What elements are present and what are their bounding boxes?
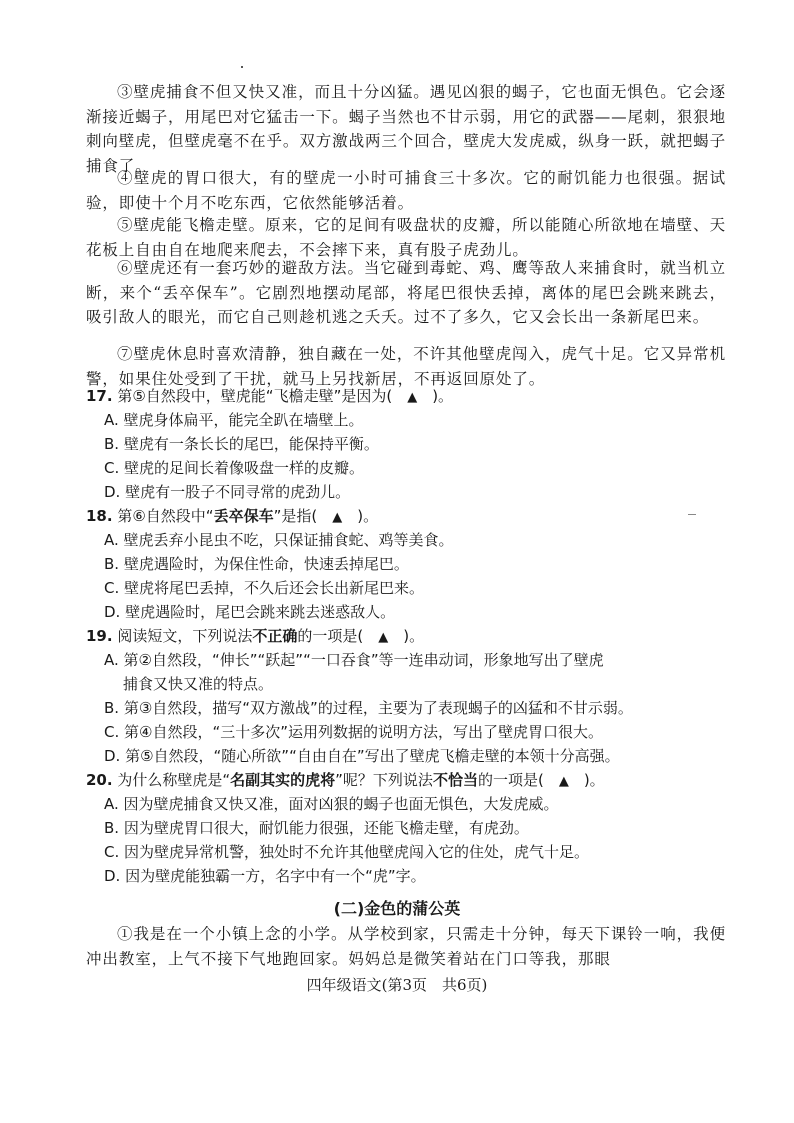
emphasized-term: 丢卒保车 — [213, 507, 274, 525]
emphasized-term: 不恰当 — [432, 771, 478, 789]
section-title: (二)金色的蒲公英 — [333, 899, 461, 918]
emphasized-term: 不正确 — [252, 627, 298, 645]
question-stem: 第⑤自然段中，壁虎能“飞檐走壁”是因为( — [117, 387, 408, 405]
passage-paragraph-5: ⑤壁虎能飞檐走壁。原来，它的足间有吸盘状的皮瓣，所以能随心所欲地在墙壁、天花板上自由自在地爬来爬去，不会摔下来，真有股子虎劲儿。 — [86, 216, 726, 259]
option-d: D. 壁虎遇险时，尾巴会跳来跳去迷惑敌人。 — [104, 603, 396, 621]
question-19 — [86, 626, 746, 648]
question-number: 18. — [86, 507, 113, 525]
answer-blank-marker: ▲ — [558, 774, 569, 789]
question-stem: 阅读短文，下列说法 — [117, 627, 253, 645]
question-stem: ”是指( — [273, 507, 333, 525]
option-c: C. 第④自然段，“三十多次”运用列数据的说明方法，写出了壁虎胃口很大。 — [104, 723, 604, 741]
option-a: A. 因为壁虎捕食又快又准，面对凶狠的蝎子也面无惧色，大发虎威。 — [104, 795, 559, 813]
option-c: C. 壁虎将尾巴丢掉，不久后还会长出新尾巴来。 — [104, 579, 425, 597]
answer-blank-marker: ▲ — [407, 390, 418, 405]
question-number: 20. — [86, 771, 113, 789]
question-stem-end: )。 — [417, 387, 454, 405]
passage-paragraph-6: ⑥壁虎还有一套巧妙的避敌方法。当它碰到毒蛇、鸡、鹰等敌人来捕食时，就当机立断，来个“丢卒保车”。它剧烈地摆动尾部，将尾巴很快丢掉，离体的尾巴会跳来跳去，吸引敌人的眼光，而它自己则趁机逃之夭夭。过不了多久，它又会长出一条新尾巴来。 — [86, 259, 726, 326]
page-footer: 四年级语文(第3页 共6页) — [306, 976, 488, 994]
option-c: C. 壁虎的足间长着像吸盘一样的皮瓣。 — [104, 459, 365, 477]
option-b: B. 第③自然段，描写“双方激战”的过程，主要为了表现蝎子的凶猛和不甘示弱。 — [104, 699, 633, 717]
option-a: A. 壁虎身体扁平，能完全趴在墙壁上。 — [104, 411, 364, 429]
question-18 — [86, 506, 746, 528]
question-stem: 为什么称壁虎是“ — [117, 771, 231, 789]
answer-blank-marker: ▲ — [378, 630, 389, 645]
question-20 — [86, 770, 746, 792]
option-a-continued: 捕食又快又准的特点。 — [123, 675, 274, 693]
option-b: B. 因为壁虎胃口很大，耐饥能力很强，还能飞檐走壁，有虎劲。 — [104, 819, 529, 837]
option-d: D. 第⑤自然段，“随心所欲”“自由自在”写出了壁虎飞檐走壁的本领十分高强。 — [104, 747, 620, 765]
section-2-paragraph-1: ①我是在一个小镇上念的小学。从学校到家，只需走十分钟，每天下课铃一响，我便冲出教室，上气不接下气地跑回家。妈妈总是微笑着站在门口等我，那眼 — [86, 925, 726, 968]
option-b: B. 壁虎遇险时，为保住性命，快速丢掉尾巴。 — [104, 555, 409, 573]
question-stem-end: )。 — [568, 771, 605, 789]
question-stem: 的一项是( — [297, 627, 379, 645]
question-number: 17. — [86, 387, 113, 405]
option-d: D. 壁虎有一股子不同寻常的虎劲儿。 — [104, 483, 351, 501]
option-d: D. 因为壁虎能独霸一方，名字中有一个“虎”字。 — [104, 867, 426, 885]
question-17 — [86, 386, 746, 408]
question-stem: 第⑥自然段中“ — [117, 507, 214, 525]
emphasized-term: 名副其实的虎将 — [230, 771, 336, 789]
option-a: A. 第②自然段，“伸长”“跃起”“一口吞食”等一连串动词，形象地写出了壁虎 — [104, 651, 604, 669]
option-b: B. 壁虎有一条长长的尾巴，能保持平衡。 — [104, 435, 379, 453]
passage-paragraph-7: ⑦壁虎休息时喜欢清静，独自藏在一处，不许其他壁虎闯入，虎气十足。它又异常机警，如果住处受到了干扰，就马上另找新居，不再返回原处了。 — [86, 345, 726, 388]
question-stem: 的一项是( — [477, 771, 559, 789]
question-stem: ”呢？下列说法 — [335, 771, 433, 789]
question-number: 19. — [86, 627, 113, 645]
question-stem-end: )。 — [342, 507, 379, 525]
question-stem-end: )。 — [388, 627, 425, 645]
passage-paragraph-3: ③壁虎捕食不但又快又准，而且十分凶猛。遇见凶狠的蝎子，它也面无惧色。它会逐渐接近蝎子，用尾巴对它猛击一下。蝎子当然也不甘示弱，用它的武器——尾刺，狠狠地刺向壁虎，但壁虎毫不在乎。双方激战两三个回合，壁虎大发虎威，纵身一跃，就把蝎子捕食了。 — [86, 83, 726, 175]
scan-speck — [241, 66, 243, 68]
answer-blank-marker: ▲ — [332, 510, 343, 525]
passage-paragraph-4: ④壁虎的胃口很大，有的壁虎一小时可捕食三十多次。它的耐饥能力也很强。据试验，即使十个月不吃东西，它依然能够活着。 — [86, 169, 726, 212]
option-a: A. 壁虎丢弃小昆虫不吃，只保证捕食蛇、鸡等美食。 — [104, 531, 454, 549]
option-c: C. 因为壁虎异常机警，独处时不允许其他壁虎闯入它的住处，虎气十足。 — [104, 843, 590, 861]
